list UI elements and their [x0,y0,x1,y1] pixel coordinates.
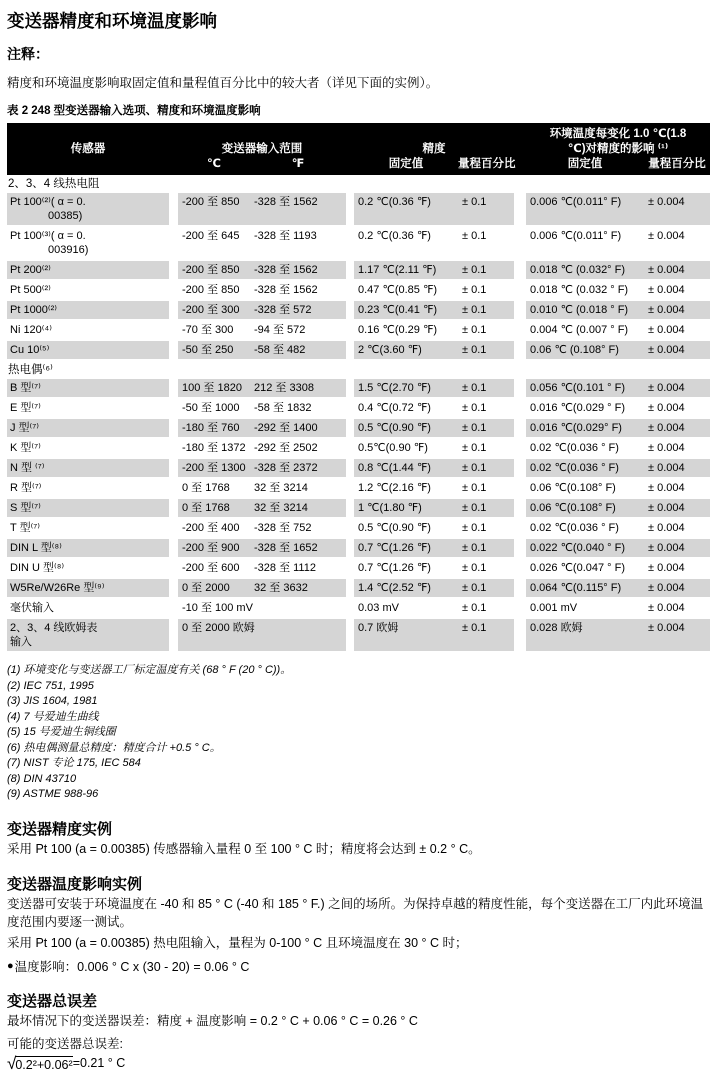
cell-accuracy [354,579,514,597]
cell-range-celsius: -200 至 600 [182,562,240,574]
cell-accuracy [354,419,514,437]
cell-input-range [178,341,346,359]
cell-range-fahrenheit: -328 至 1193 [254,230,317,242]
cell-range-celsius: -180 至 760 [182,422,240,434]
sensor-name-line1: Ni 120⁽⁴⁾ [10,324,52,336]
cell-range-celsius: 0 至 2000 [182,582,230,594]
cell-ambient-effect [526,479,710,497]
cell-range-celsius: -200 至 300 [182,304,240,316]
cell-range-fahrenheit: -328 至 1652 [254,542,318,554]
cell-input-range [178,261,346,279]
cell-ambient-fixed: 0.06 ℃(0.108° F) [530,502,616,514]
cell-ambient-span: ± 0.004 [648,622,685,634]
table-row [7,193,710,225]
sensor-name-line1: K 型⁽⁷⁾ [10,442,41,454]
col-amb-fixed: 固定值 [567,158,603,170]
cell-accuracy [354,519,514,537]
cell-range-celsius: -200 至 850 [182,196,240,208]
total-error-formula [7,1053,706,1073]
cell-ambient-span: ± 0.004 [648,196,685,208]
cell-ambient-span: ± 0.004 [648,344,685,356]
cell-accuracy-span: ± 0.1 [462,462,487,474]
cell-sensor [7,261,169,279]
cell-accuracy [354,227,514,259]
cell-ambient-span: ± 0.004 [648,382,685,394]
cell-ambient-fixed: 0.064 ℃(0.115° F) [530,582,622,594]
cell-ambient-effect [526,559,710,577]
cell-input-range [178,559,346,577]
cell-ambient-fixed: 0.018 ℃ (0.032 ° F) [530,284,629,296]
col-ambient-effect-line1: 环境温度每变化 1.0 ℃(1.8 [549,128,687,140]
cell-range-celsius: -180 至 1372 [182,442,246,454]
cell-sensor [7,399,169,417]
footnote-line: (8) DIN 43710 [7,772,77,785]
table-header [7,123,710,175]
cell-accuracy [354,399,514,417]
cell-range-fahrenheit: 212 至 3308 [254,382,314,394]
cell-range-celsius: -10 至 100 mV [182,602,253,614]
sensor-name-line1: N 型 ⁽⁷⁾ [10,462,45,474]
col-celsius: ℃ [207,158,221,170]
cell-range-fahrenheit: -328 至 1562 [254,264,318,276]
cell-ambient-span: ± 0.004 [648,502,685,514]
cell-range-fahrenheit: -328 至 572 [254,304,312,316]
cell-range-fahrenheit: -292 至 1400 [254,422,318,434]
cell-input-range [178,193,346,225]
cell-accuracy [354,539,514,557]
temp-effect-heading: 变送器温度影响实例 [7,876,143,893]
cell-accuracy [354,261,514,279]
cell-sensor [7,479,169,497]
cell-input-range [178,439,346,457]
col-input-range: 变送器输入范围 [221,143,303,155]
cell-sensor [7,559,169,577]
cell-ambient-span: ± 0.004 [648,442,685,454]
table-header-row-sub [7,157,710,172]
accuracy-example-heading: 变送器精度实例 [7,820,113,838]
table-row [7,499,710,517]
col-ambient-effect-line2: ℃)对精度的影响 ⁽¹⁾ [567,143,669,155]
table-row [7,439,710,457]
cell-ambient-span: ± 0.004 [648,582,685,594]
sensor-name-line1: S 型⁽⁷⁾ [10,502,41,514]
cell-accuracy-fixed: 1.2 ℃(2.16 ℉) [358,482,431,494]
cell-sensor [7,227,169,259]
cell-ambient-fixed: 0.006 ℃(0.011° F) [530,196,622,208]
cell-accuracy [354,599,514,617]
cell-ambient-effect [526,439,710,457]
cell-accuracy-span: ± 0.1 [462,196,487,208]
sensor-name-line1: J 型⁽⁷⁾ [10,422,39,434]
footnote-line: (7) NIST 专论 175, IEC 584 [7,757,141,769]
table-row [7,519,710,537]
cell-accuracy [354,559,514,577]
cell-range-celsius: -200 至 645 [182,230,240,242]
cell-ambient-effect [526,519,710,537]
temp-effect-para2: 采用 Pt 100 (a = 0.00385) 热电阻输入，量程为 0-100 ° C 且环境温度在 30 ° C 时； [7,936,468,950]
table-row [7,539,710,557]
cell-accuracy-span: ± 0.1 [462,402,487,414]
sqrt-radical-icon: √ [7,1053,17,1073]
cell-accuracy-span: ± 0.1 [462,482,487,494]
cell-range-celsius: -70 至 300 [182,324,234,336]
sensor-name-line1: Pt 100⁽³⁾( α = 0. [10,230,86,242]
cell-input-range [178,419,346,437]
cell-range-fahrenheit: -328 至 752 [254,522,312,534]
cell-range-fahrenheit: -292 至 2502 [254,442,318,454]
table-row [7,379,710,397]
cell-accuracy-fixed: 0.5 ℃(0.90 ℉) [358,522,431,534]
sensor-name-line1: T 型⁽⁷⁾ [10,522,40,534]
cell-accuracy-span: ± 0.1 [462,542,487,554]
temp-effect-bullet-line [7,957,706,975]
cell-input-range [178,301,346,319]
table-header-row-top [7,127,710,142]
sensor-name-line1: Pt 100⁽²⁾( α = 0. [10,196,86,208]
cell-ambient-fixed: 0.018 ℃ (0.032° F) [530,264,626,276]
cell-ambient-effect [526,193,710,225]
cell-accuracy-fixed: 0.03 mV [358,602,399,614]
cell-range-fahrenheit: 32 至 3214 [254,482,308,494]
cell-ambient-span: ± 0.004 [648,602,685,614]
table-header-row-groups [7,142,710,157]
sensor-name-line1: DIN U 型⁽⁸⁾ [10,562,65,574]
cell-sensor [7,301,169,319]
cell-sensor [7,281,169,299]
cell-input-range [178,321,346,339]
cell-accuracy-span: ± 0.1 [462,522,487,534]
cell-accuracy-fixed: 0.16 ℃(0.29 ℉) [358,324,438,336]
cell-accuracy-fixed: 0.7 欧姆 [358,622,399,634]
sensor-name-line2: 003916) [48,244,89,256]
table-body [7,175,710,651]
total-error-heading: 变送器总误差 [7,992,98,1010]
cell-accuracy-fixed: 1.5 ℃(2.70 ℉) [358,382,431,394]
cell-range-fahrenheit: -94 至 572 [254,324,306,336]
cell-ambient-fixed: 0.010 ℃ (0.018 ° F) [530,304,629,316]
cell-ambient-effect [526,301,710,319]
cell-range-fahrenheit: -328 至 1562 [254,284,318,296]
cell-input-range [178,479,346,497]
cell-accuracy [354,321,514,339]
cell-input-range [178,227,346,259]
note-text: 精度和环境温度影响取固定值和量程值百分比中的较大者（详见下面的实例）。 [7,76,439,90]
table-row [7,419,710,437]
cell-ambient-span: ± 0.004 [648,422,685,434]
footnote-line: (3) JIS 1604, 1981 [7,695,98,707]
cell-accuracy-span: ± 0.1 [462,324,487,336]
cell-sensor [7,499,169,517]
sensor-name-line1: R 型⁽⁷⁾ [10,482,42,494]
cell-range-fahrenheit: -328 至 1112 [254,562,316,574]
cell-range-fahrenheit: -328 至 1562 [254,196,318,208]
table-row [7,341,710,359]
cell-accuracy-fixed: 1 ℃(1.80 ℉) [358,502,422,514]
cell-sensor [7,539,169,557]
cell-ambient-fixed: 0.016 ℃(0.029 ° F) [530,402,626,414]
cell-input-range [178,519,346,537]
sensor-name-line1: Pt 1000⁽²⁾ [10,304,57,316]
table-row [7,261,710,279]
cell-accuracy-fixed: 0.23 ℃(0.41 ℉) [358,304,438,316]
cell-accuracy-span: ± 0.1 [462,344,487,356]
cell-ambient-fixed: 0.02 ℃(0.036 ° F) [530,522,619,534]
cell-accuracy-span: ± 0.1 [462,622,487,634]
cell-ambient-fixed: 0.06 ℃ (0.108° F) [530,344,619,356]
cell-range-celsius: -200 至 850 [182,284,240,296]
col-acc-span: 量程百分比 [458,158,516,170]
cell-sensor [7,419,169,437]
sensor-name-line1: Pt 200⁽²⁾ [10,264,51,276]
cell-ambient-fixed: 0.016 ℃(0.029° F) [530,422,622,434]
table-row [7,579,710,597]
cell-accuracy [354,379,514,397]
cell-accuracy-fixed: 0.8 ℃(1.44 ℉) [358,462,431,474]
footnote-line: (2) IEC 751, 1995 [7,679,94,692]
cell-accuracy [354,459,514,477]
sensor-name-line2: 00385) [48,210,83,222]
cell-sensor [7,599,169,617]
cell-ambient-span: ± 0.004 [648,542,685,554]
cell-ambient-fixed: 0.02 ℃(0.036 ° F) [530,442,619,454]
cell-range-celsius: -200 至 900 [182,542,240,554]
cell-accuracy-fixed: 0.7 ℃(1.26 ℉) [358,542,431,554]
cell-range-celsius: -200 至 1300 [182,462,246,474]
note-heading: 注释： [7,46,49,62]
cell-ambient-fixed: 0.001 mV [530,602,578,614]
total-error-line2: 可能的变送器总误差: [7,1037,123,1051]
sensor-name-line1: DIN L 型⁽⁸⁾ [10,542,62,554]
cell-accuracy-fixed: 2 ℃(3.60 ℉) [358,344,422,356]
cell-accuracy [354,499,514,517]
cell-ambient-span: ± 0.004 [648,284,685,296]
cell-accuracy-fixed: 0.47 ℃(0.85 ℉) [358,284,438,296]
cell-ambient-effect [526,499,710,517]
footnote-line: (4) 7 号爱迪生曲线 [7,710,99,723]
table-248 [7,123,710,651]
cell-sensor [7,519,169,537]
cell-ambient-fixed: 0.006 ℃(0.011° F) [530,230,622,242]
cell-input-range [178,399,346,417]
cell-ambient-span: ± 0.004 [648,264,685,276]
col-fahrenheit: ℉ [291,158,305,170]
cell-range-celsius: 100 至 1820 [182,382,242,394]
col-accuracy: 精度 [422,143,446,155]
cell-input-range [178,459,346,477]
cell-accuracy-span: ± 0.1 [462,284,487,296]
sqrt-result: =0.21 ° C [72,1055,126,1070]
cell-input-range [178,539,346,557]
bullet-icon: ● [7,959,14,972]
cell-range-celsius: 0 至 1768 [182,482,230,494]
cell-accuracy [354,479,514,497]
cell-accuracy-span: ± 0.1 [462,442,487,454]
cell-accuracy-span: ± 0.1 [462,602,487,614]
cell-accuracy-span: ± 0.1 [462,562,487,574]
cell-sensor [7,321,169,339]
cell-ambient-effect [526,321,710,339]
cell-ambient-effect [526,599,710,617]
cell-ambient-effect [526,281,710,299]
cell-sensor [7,341,169,359]
table-section-label: 2、3、4 线热电阻 [8,178,100,190]
cell-ambient-effect [526,261,710,279]
cell-accuracy [354,193,514,225]
cell-range-fahrenheit: -58 至 482 [254,344,306,356]
cell-input-range [178,599,346,617]
cell-ambient-effect [526,539,710,557]
cell-input-range [178,379,346,397]
cell-accuracy-fixed: 1.4 ℃(2.52 ℉) [358,582,431,594]
sensor-name-line1: W5Re/W26Re 型⁽⁹⁾ [10,582,105,594]
cell-range-fahrenheit: -58 至 1832 [254,402,312,414]
cell-ambient-fixed: 0.06 ℃(0.108° F) [530,482,616,494]
cell-ambient-span: ± 0.004 [648,482,685,494]
table-row [7,619,710,651]
table-row [7,559,710,577]
footnote-line: (9) ASTME 988-96 [7,788,99,800]
col-sensor: 传感器 [70,143,106,155]
footnote-line: (5) 15 号爱迪生铜线圈 [7,726,116,738]
cell-accuracy-span: ± 0.1 [462,304,487,316]
cell-ambient-fixed: 0.02 ℃(0.036 ° F) [530,462,619,474]
cell-accuracy-fixed: 0.5 ℃(0.90 ℉) [358,422,431,434]
sensor-name-line1: 毫伏输入 [10,602,54,614]
cell-accuracy-span: ± 0.1 [462,230,487,242]
cell-input-range [178,579,346,597]
cell-input-range [178,499,346,517]
cell-range-celsius: -50 至 1000 [182,402,240,414]
cell-ambient-span: ± 0.004 [648,462,685,474]
cell-accuracy-span: ± 0.1 [462,264,487,276]
col-amb-span: 量程百分比 [648,158,706,170]
cell-ambient-span: ± 0.004 [648,562,685,574]
cell-range-celsius: -200 至 400 [182,522,240,534]
table-row [7,227,710,259]
sensor-name-line1: B 型⁽⁷⁾ [10,382,41,394]
page-title: 变送器精度和环境温度影响 [7,11,217,31]
cell-ambient-span: ± 0.004 [648,304,685,316]
cell-ambient-effect [526,619,710,651]
cell-sensor [7,439,169,457]
cell-accuracy-span: ± 0.1 [462,582,487,594]
cell-ambient-span: ± 0.004 [648,402,685,414]
cell-accuracy-fixed: 0.7 ℃(1.26 ℉) [358,562,431,574]
sensor-name-line1: Cu 10⁽⁵⁾ [10,344,50,356]
cell-accuracy-span: ± 0.1 [462,382,487,394]
table-row [7,479,710,497]
cell-ambient-effect [526,419,710,437]
temp-effect-para1: 变送器可安装于环境温度在 -40 和 85 ° C (-40 和 185 ° F.) 之间的场所。为保持卓越的精度性能，每个变送器在工厂内此环境温度范围内要逐一测试。 [7,897,704,929]
cell-accuracy-span: ± 0.1 [462,422,487,434]
table-row [7,281,710,299]
cell-ambient-effect [526,399,710,417]
cell-range-celsius: 0 至 1768 [182,502,230,514]
cell-accuracy-fixed: 0.5℃(0.90 ℉) [358,442,428,454]
cell-ambient-fixed: 0.056 ℃(0.101 ° F) [530,382,626,394]
total-error-line1: 最坏情况下的变送器误差：精度 + 温度影响 = 0.2 ° C + 0.06 ° C = 0.26 ° C [7,1013,418,1028]
sqrt-radicand: 0.2²+0.06² [15,1057,73,1072]
footnotes-list [7,663,706,803]
cell-ambient-fixed: 0.026 ℃(0.047 ° F) [530,562,626,574]
cell-range-fahrenheit: -328 至 2372 [254,462,318,474]
cell-range-fahrenheit: 32 至 3632 [254,582,308,594]
cell-sensor [7,379,169,397]
cell-accuracy [354,439,514,457]
table-section-label: 热电偶⁽⁶⁾ [8,364,53,376]
cell-ambient-fixed: 0.028 欧姆 [530,622,583,634]
cell-ambient-fixed: 0.022 ℃(0.040 ° F) [530,542,626,554]
cell-range-celsius: -50 至 250 [182,344,234,356]
sensor-name-line1: Pt 500⁽²⁾ [10,284,51,296]
cell-ambient-effect [526,341,710,359]
footnote-line: (1) 环境变化与变送器工厂标定温度有关 (68 ° F (20 ° C))。 [7,664,292,676]
table-row [7,321,710,339]
cell-ambient-effect [526,579,710,597]
cell-accuracy [354,301,514,319]
cell-accuracy-fixed: 0.4 ℃(0.72 ℉) [358,402,431,414]
table-row [7,301,710,319]
table-row [7,599,710,617]
cell-ambient-effect [526,379,710,397]
cell-sensor [7,619,169,651]
cell-ambient-effect [526,227,710,259]
cell-input-range [178,619,346,651]
cell-accuracy-fixed: 1.17 ℃(2.11 ℉) [358,264,437,276]
cell-range-celsius: -200 至 850 [182,264,240,276]
sensor-name-line2: 输入 [10,636,32,648]
cell-ambient-span: ± 0.004 [648,324,685,336]
cell-ambient-fixed: 0.004 ℃ (0.007 ° F) [530,324,629,336]
cell-ambient-span: ± 0.004 [648,230,685,242]
cell-accuracy [354,619,514,651]
table-row [7,399,710,417]
table-caption: 表 2 248 型变送器输入选项、精度和环境温度影响 [7,105,261,117]
cell-accuracy [354,341,514,359]
table-row [7,459,710,477]
cell-accuracy-fixed: 0.2 ℃(0.36 ℉) [358,230,431,242]
cell-ambient-span: ± 0.004 [648,522,685,534]
cell-sensor [7,193,169,225]
footnote-line: (6) 热电偶测量总精度：精度合计 +0.5 ° C。 [7,741,221,754]
temp-effect-bullet-text: 温度影响：0.006 ° C x (30 - 20) = 0.06 ° C [14,959,250,974]
cell-accuracy-fixed: 0.2 ℃(0.36 ℉) [358,196,431,208]
col-acc-fixed: 固定值 [388,158,424,170]
cell-ambient-effect [526,459,710,477]
cell-accuracy [354,281,514,299]
cell-sensor [7,459,169,477]
sensor-name-line1: E 型⁽⁷⁾ [10,402,41,414]
cell-accuracy-span: ± 0.1 [462,502,487,514]
cell-input-range [178,281,346,299]
cell-range-fahrenheit: 32 至 3214 [254,502,308,514]
accuracy-example-body: 采用 Pt 100 (a = 0.00385) 传感器输入量程 0 至 100 ° C 时；精度将会达到 ± 0.2 ° C。 [7,841,481,856]
cell-sensor [7,579,169,597]
sensor-name-line1: 2、3、4 线欧姆表 [10,622,98,634]
cell-range-celsius: 0 至 2000 欧姆 [182,622,255,634]
